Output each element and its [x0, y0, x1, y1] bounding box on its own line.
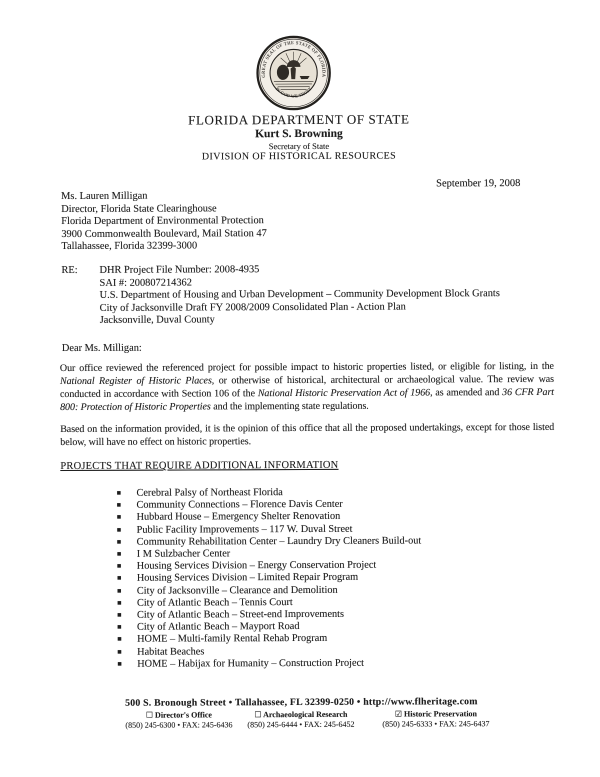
projects-heading: PROJECTS THAT REQUIRE ADDITIONAL INFORMATION — [60, 460, 338, 472]
recipient-line: Director, Florida State Clearinghouse — [61, 203, 267, 216]
project-item: ▪ City of Jacksonville – Clearance and Demolition — [116, 584, 422, 598]
re-line: U.S. Department of Housing and Urban Development – Community Development Block Grants — [100, 288, 500, 302]
office-phone: (850) 245-6300 • FAX: 245-6436 — [91, 720, 266, 731]
project-item: ▪ Cerebral Palsy of Northeast Florida — [115, 486, 421, 500]
re-block — [61, 263, 500, 328]
office-label: Director's Office — [155, 710, 212, 719]
project-item: ▪ Hubbard House – Emergency Shelter Renovation — [116, 511, 422, 525]
project-item: ▪ Community Connections – Florence Davis Center — [115, 499, 421, 513]
re-line: SAI #: 200807214362 — [100, 276, 500, 290]
secretary-name: Kurt S. Browning — [0, 127, 599, 143]
project-item: ▪ Habitat Beaches — [116, 645, 422, 659]
re-lines — [99, 263, 500, 328]
secretary-title: Secretary of State — [0, 140, 599, 153]
body-text-run: and the implementing state regulations. — [211, 401, 369, 413]
seal-motto-text: IN GOD WE TRUST — [275, 86, 313, 99]
recipient-address — [61, 190, 267, 254]
recipient-line: Florida Department of Environmental Protection — [61, 215, 267, 228]
re-label: RE: — [61, 265, 99, 328]
body-text-run: , or otherwise of historical, architectural or archaeological value. The review was conducted in accordance with Section 106 of the — [60, 374, 554, 400]
office-label: Historic Preservation — [404, 709, 477, 718]
checkbox-unchecked-icon: ☐ — [254, 710, 261, 719]
re-line: DHR Project File Number: 2008-4935 — [99, 263, 499, 277]
project-item: ▪ HOME – Multi-family Rental Rehab Program — [116, 633, 422, 647]
re-line: Jacksonville, Duval County — [100, 314, 500, 328]
projects-list — [115, 486, 421, 670]
project-item: ▪ Housing Services Division – Energy Conservation Project — [116, 560, 422, 574]
project-item: ▪ Housing Services Division – Limited Repair Program — [116, 572, 422, 586]
citation-italic: National Historic Preservation Act of 1966 — [258, 387, 430, 399]
project-item: ▪ City of Atlantic Beach – Mayport Road — [116, 621, 422, 635]
body-paragraph-1 — [60, 360, 554, 414]
letterhead — [0, 112, 599, 165]
project-item: ▪ Public Facility Improvements – 117 W. Duval Street — [116, 523, 422, 537]
department-title: FLORIDA DEPARTMENT OF STATE — [0, 112, 599, 129]
letter-date: September 19, 2008 — [436, 178, 520, 189]
project-item: ▪ City of Atlantic Beach – Tennis Court — [116, 596, 422, 610]
checkbox-unchecked-icon: ☐ — [146, 711, 153, 720]
project-item: ▪ City of Atlantic Beach – Street-end Improvements — [116, 609, 422, 623]
letter-footer — [1, 696, 600, 710]
division-title: DIVISION OF HISTORICAL RESOURCES — [0, 150, 599, 165]
footer-address-line: 500 S. Bronough Street • Tallahassee, FL 32399-0250 • http://www.flheritage.com — [1, 696, 600, 710]
body-paragraph-2: Based on the information provided, it is the opinion of this office that all the proposed undertakings, except for those listed below, will have no effect on historic properties. — [60, 421, 554, 449]
recipient-line: Ms. Lauren Milligan — [61, 190, 267, 203]
office-phone: (850) 245-6444 • FAX: 245-6452 — [223, 720, 378, 731]
florida-state-seal-icon — [255, 35, 331, 111]
project-item: ▪ HOME – Habijax for Humanity – Construction Project — [116, 657, 422, 671]
body-text-run: Our office reviewed the referenced project for possible impact to historic properties listed, or eligible for listing, in the — [60, 361, 554, 374]
salutation: Dear Ms. Milligan: — [62, 343, 142, 354]
office-phone: (850) 245-6333 • FAX: 245-6437 — [353, 719, 518, 730]
project-item: ▪ I M Sulzbacher Center — [116, 547, 422, 561]
checkbox-checked-icon: ☑ — [395, 710, 402, 719]
citation-italic: National Register of Historic Places — [60, 375, 212, 387]
re-line: City of Jacksonville Draft FY 2008/2009 Consolidated Plan - Action Plan — [100, 301, 500, 315]
project-item: ▪ Community Rehabilitation Center – Laundry Dry Cleaners Build-out — [116, 535, 422, 549]
citation-italic: 36 CFR Part 800: Protection of Historic Properties — [60, 387, 554, 413]
body-text-run: , as amended and — [430, 387, 502, 398]
recipient-line: Tallahassee, Florida 32399-3000 — [61, 241, 267, 254]
seal-ring-text: GREAT SEAL OF THE STATE OF FLORIDA — [261, 40, 327, 78]
footer-office-historic-preservation — [353, 709, 518, 730]
office-label: Archaeological Research — [263, 710, 347, 719]
recipient-line: 3900 Commonwealth Boulevard, Mail Station 47 — [61, 228, 267, 241]
